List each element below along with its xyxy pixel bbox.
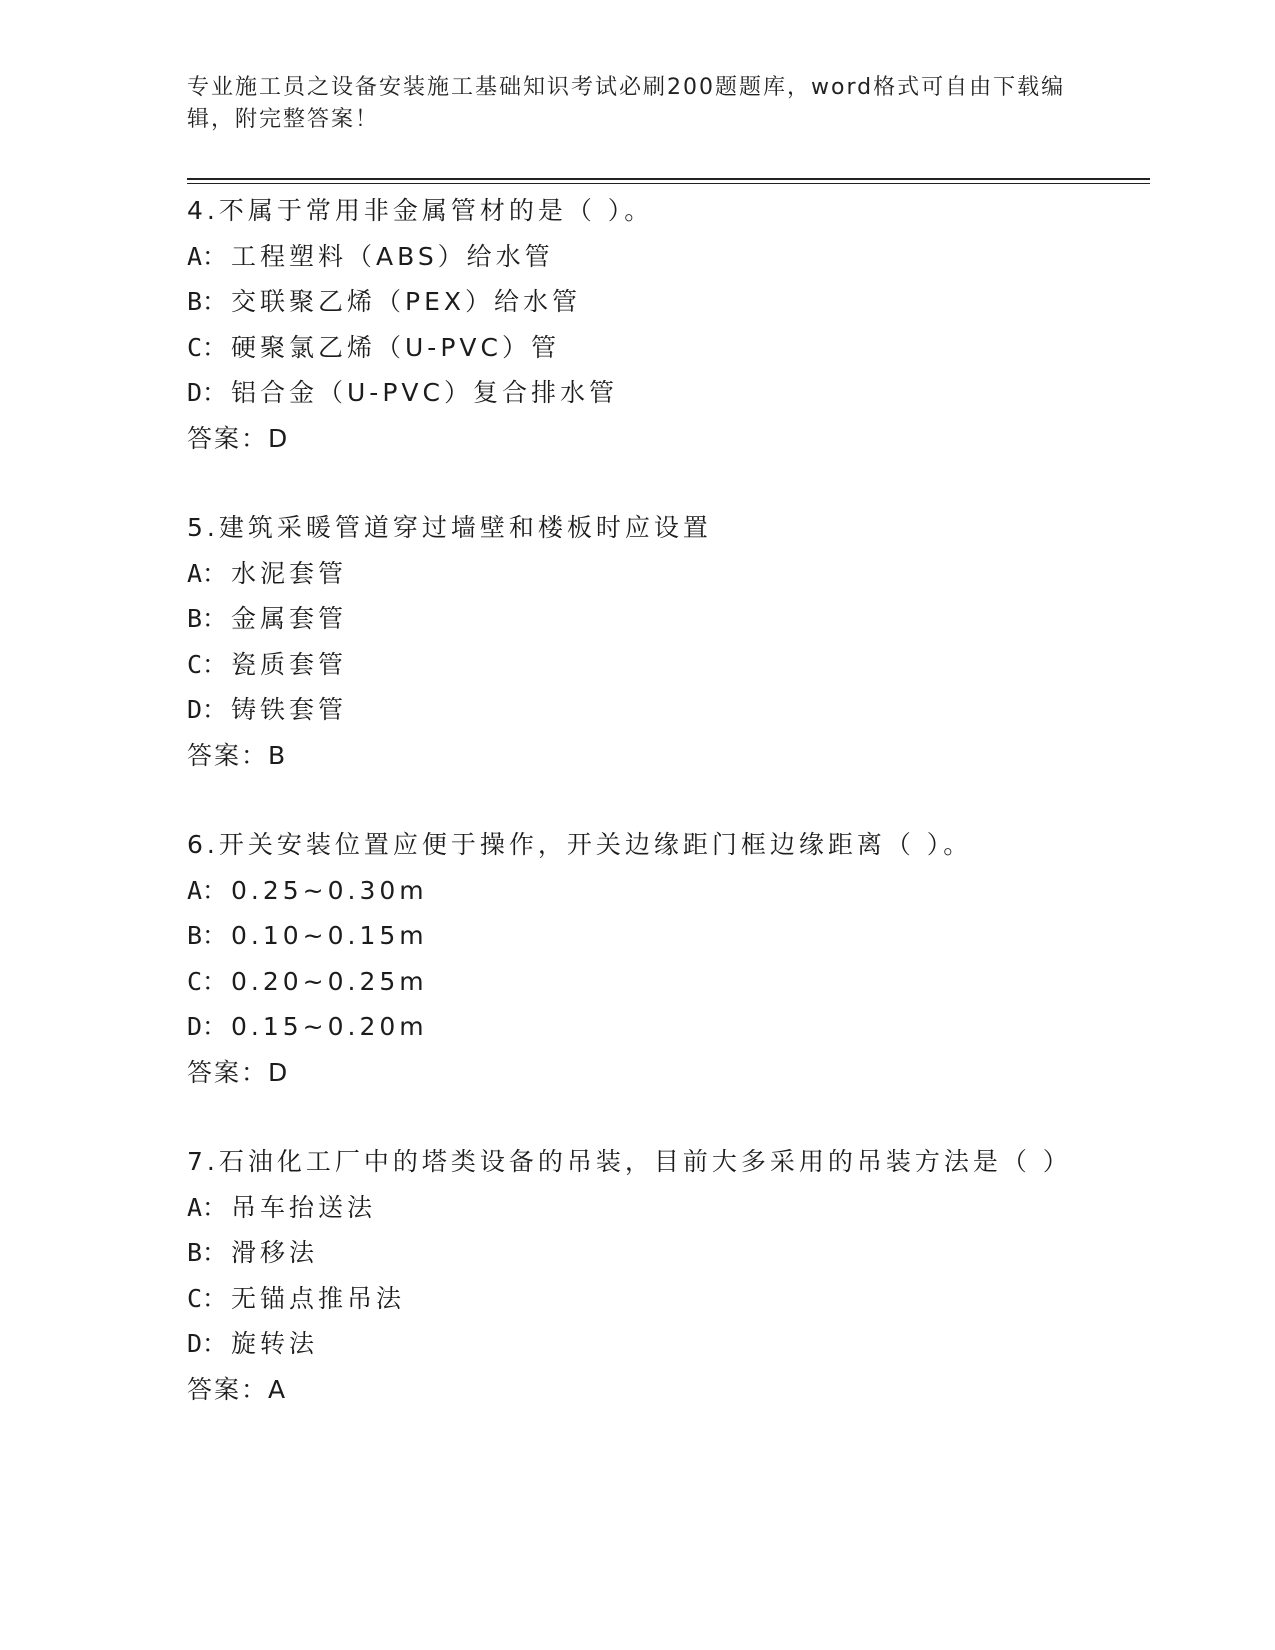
option-c	[187, 325, 1147, 371]
header-divider	[187, 178, 1150, 180]
option-c	[187, 1276, 1147, 1322]
option-c	[187, 959, 1147, 1005]
option-text: 0.15~0.20m	[231, 1012, 428, 1041]
option-text: 滑移法	[231, 1238, 319, 1267]
header-divider-thin	[187, 183, 1150, 184]
answer-line: 答案：A	[187, 1374, 288, 1404]
option-text: 硬聚氯乙烯（U-PVC）管	[231, 332, 560, 362]
document-title: 专业施工员之设备安装施工基础知识考试必刷200题题库，word格式可自由下载编辑，附完整答案！	[187, 75, 1066, 132]
option-b	[187, 1230, 1147, 1276]
question-5	[187, 505, 1147, 778]
option-a	[187, 868, 1147, 914]
option-text: 0.25~0.30m	[231, 875, 428, 905]
option-text: 水泥套管	[231, 558, 348, 588]
option-key: A：	[187, 558, 228, 588]
option-text: 0.10~0.15m	[231, 921, 428, 950]
option-d	[187, 687, 1147, 733]
option-key: B：	[187, 921, 228, 950]
option-key: A：	[187, 1192, 228, 1222]
answer-line: 答案：D	[187, 1057, 290, 1087]
option-text: 无锚点推吊法	[231, 1283, 406, 1313]
question-stem: 4.不属于常用非金属管材的是（ ）。	[187, 196, 654, 225]
option-key: A：	[187, 241, 228, 271]
option-d	[187, 370, 1147, 416]
option-text: 旋转法	[231, 1329, 319, 1358]
question-stem: 7.石油化工厂中的塔类设备的吊装，目前大多采用的吊装方法是（ ）	[187, 1147, 1072, 1176]
option-b	[187, 596, 1147, 642]
question-6	[187, 822, 1147, 1095]
option-key: B：	[187, 1238, 228, 1267]
option-text: 金属套管	[231, 604, 348, 633]
question-stem: 5.建筑采暖管道穿过墙壁和楼板时应设置	[187, 513, 712, 542]
option-text: 吊车抬送法	[231, 1192, 377, 1222]
option-text: 瓷质套管	[231, 649, 348, 679]
option-a	[187, 551, 1147, 597]
option-d	[187, 1321, 1147, 1367]
question-stem: 6.开关安装位置应便于操作，开关边缘距门框边缘距离（ ）。	[187, 830, 973, 859]
option-c	[187, 642, 1147, 688]
question-7	[187, 1139, 1147, 1412]
option-key: C：	[187, 966, 228, 996]
option-a	[187, 234, 1147, 280]
option-text: 铸铁套管	[231, 695, 348, 724]
option-text: 工程塑料（ABS）给水管	[231, 241, 554, 271]
option-text: 铝合金（U-PVC）复合排水管	[231, 378, 618, 407]
question-4	[187, 188, 1147, 461]
option-a	[187, 1185, 1147, 1231]
answer-line: 答案：B	[187, 740, 288, 770]
option-key: D：	[187, 695, 228, 724]
option-text: 交联聚乙烯（PEX）给水管	[231, 287, 581, 316]
answer-line: 答案：D	[187, 423, 290, 453]
option-b	[187, 913, 1147, 959]
option-key: D：	[187, 1329, 228, 1358]
option-key: B：	[187, 287, 228, 316]
option-d	[187, 1004, 1147, 1050]
option-key: C：	[187, 1283, 228, 1313]
option-key: C：	[187, 649, 228, 679]
option-b	[187, 279, 1147, 325]
option-text: 0.20~0.25m	[231, 966, 428, 996]
option-key: A：	[187, 875, 228, 905]
option-key: D：	[187, 378, 228, 407]
option-key: B：	[187, 604, 228, 633]
option-key: C：	[187, 332, 228, 362]
option-key: D：	[187, 1012, 228, 1041]
